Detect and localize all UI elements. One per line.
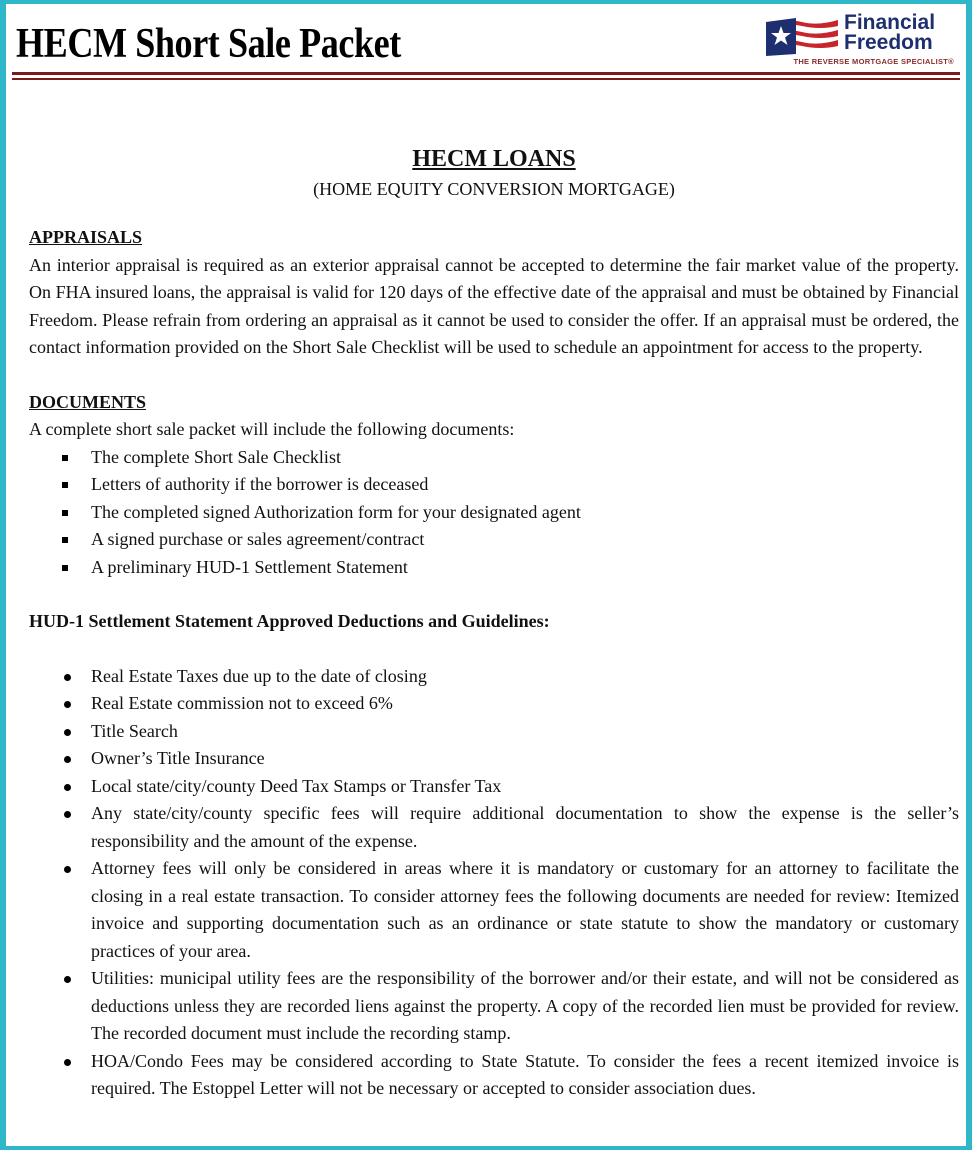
financial-freedom-logo <box>766 10 956 70</box>
list-item: HOA/Condo Fees may be considered according to State Statute. To consider the fees a recent itemized invoice is required. The Estoppel Letter will not be necessary or accepted to consider association dues. <box>29 1048 959 1103</box>
page-title: HECM Short Sale Packet <box>16 21 401 67</box>
logo-text-financial: Financial <box>844 11 936 34</box>
header-rule-secondary <box>12 78 960 80</box>
list-item: Real Estate Taxes due up to the date of closing <box>29 663 959 691</box>
documents-list <box>29 444 959 582</box>
list-item: Local state/city/county Deed Tax Stamps or Transfer Tax <box>29 773 959 801</box>
document-title: HECM LOANS <box>412 146 576 172</box>
list-item: A signed purchase or sales agreement/contract <box>29 526 959 554</box>
list-item: Utilities: municipal utility fees are the responsibility of the borrower and/or their estate, and will not be considered as deductions unless they are recorded liens against the property. A copy of the recorded lien must be provided for review. The recorded document must include the recording stamp. <box>29 965 959 1048</box>
list-item: The complete Short Sale Checklist <box>29 444 959 472</box>
hud-deductions-list <box>29 663 959 1103</box>
documents-heading: DOCUMENTS <box>29 391 147 412</box>
document-body <box>29 144 959 1103</box>
flag-logo-icon <box>766 14 840 56</box>
list-item: The completed signed Authorization form for your designated agent <box>29 499 959 527</box>
logo-tagline: THE REVERSE MORTGAGE SPECIALIST® <box>793 57 954 66</box>
list-item: Any state/city/county specific fees will require additional documentation to show the expense is the seller’s responsibility and the amount of the expense. <box>29 800 959 855</box>
list-item: Real Estate commission not to exceed 6% <box>29 690 959 718</box>
list-item: Letters of authority if the borrower is deceased <box>29 471 959 499</box>
document-subtitle: (HOME EQUITY CONVERSION MORTGAGE) <box>313 179 675 199</box>
list-item: Owner’s Title Insurance <box>29 745 959 773</box>
document-page <box>6 4 966 1146</box>
appraisals-paragraph: An interior appraisal is required as an exterior appraisal cannot be accepted to determine the fair market value of the property. On FHA insured loans, the appraisal is valid for 120 days of the effective date of the appraisal and must be obtained by Financial Freedom. Please refrain from ordering an appraisal as it cannot be used to consider the offer. If an appraisal must be ordered, the contact information provided on the Short Sale Checklist will be used to schedule an appointment for access to the property. <box>29 254 959 357</box>
list-item: Attorney fees will only be considered in areas where it is mandatory or customary for an attorney to facilitate the closing in a real estate transaction. To consider attorney fees the following documents are needed for review: Itemized invoice and supporting documentation such as an ordinance or state statute to show the mandatory or customary practices of your area. <box>29 855 959 965</box>
list-item: A preliminary HUD-1 Settlement Statement <box>29 554 959 582</box>
header-rule <box>12 72 960 75</box>
logo-text-freedom: Freedom <box>844 31 933 54</box>
appraisals-heading: APPRAISALS <box>29 227 143 247</box>
list-item: Title Search <box>29 718 959 746</box>
hud-heading: HUD-1 Settlement Statement Approved Deductions and Guidelines: <box>29 611 550 631</box>
documents-intro: A complete short sale packet will include the following documents: <box>29 419 515 439</box>
